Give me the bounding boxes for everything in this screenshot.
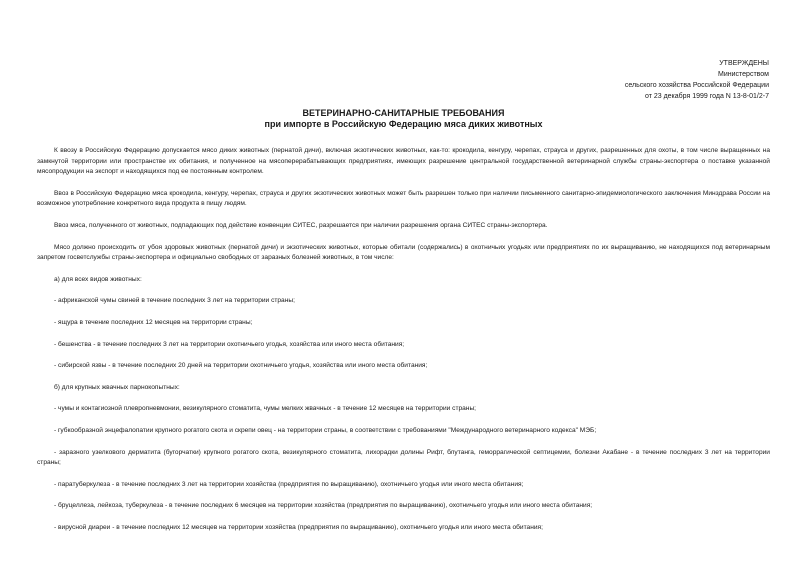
- list-item: - сибирской язвы - в течение последних 20 дней на территории охотничьего угодья, хозяйства или иного места обитания;: [54, 362, 428, 370]
- list-heading: б) для крупных жвачных парнокопытных:: [54, 383, 180, 391]
- approval-stamp: [625, 58, 769, 102]
- approval-line: Министерством: [718, 71, 769, 78]
- list-item: - вирусной диареи - в течение последних 12 месяцев на территории хозяйства (предприятия по выращиванию), охотничьего угодья или иного места обитания;: [54, 523, 543, 531]
- list-item: - бешенства - в течение последних 3 лет на территории охотничьего угодья, хозяйства или иного места обитания;: [54, 340, 405, 348]
- approval-line: УТВЕРЖДЕНЫ: [719, 60, 769, 67]
- approval-line: сельского хозяйства Российской Федерации: [624, 82, 769, 89]
- title-sub: при импорте в Российскую Федерацию мяса диких животных: [264, 119, 543, 129]
- list-item: - паратуберкулеза - в течение последних 3 лет на территории хозяйства (предприятия по выращиванию), охотничьего угодья или иного места обитания;: [54, 480, 524, 488]
- approval-line: от 23 декабря 1999 года N 13-8-01/2-7: [644, 93, 769, 100]
- document-body: [37, 146, 770, 544]
- list-item: - ящура в течение последних 12 месяцев на территории страны;: [54, 318, 253, 326]
- list-item: - чумы и контагиозной плевропневмонии, везикулярного стоматита, чумы мелких жвачных - в течение 12 месяцев на территории страны;: [54, 405, 477, 413]
- list-item: - заразного узелкового дерматита (бугорчатки) крупного рогатого скота, везикулярного стоматита, лихорадки долины Рифт, блутанга, геморрагической септицемии, болезни Акабане - в течение последних 3 лет на территории страны;: [37, 448, 770, 467]
- paragraph: Мясо должно происходить от убоя здоровых животных (пернатой дичи) и экзотических животных, которые обитали (содержались) в охотничьих угодьях или предприятиях по их выращиванию, не находящихся под ветеринарным запретом госветслужбы страны-экспортера и официально свободных от заразных болезней животных, в том числе:: [37, 243, 770, 262]
- list-item: - африканской чумы свиней в течение последних 3 лет на территории страны;: [54, 297, 295, 305]
- paragraph: К ввозу в Российскую Федерацию допускается мясо диких животных (пернатой дичи), включая экзотических животных, как-то: крокодила, кенгуру, черепах, страуса и других, разрешенных для охоты, в том числе выращенных на замкнутой территории или пространстве их обитания, и полученное на мясоперерабатывающих предприятиях, имеющих разрешение центральной государственной ветеринарной службы страны-экспортера о поставке указанной мясопродукции на экспорт и находящихся под ее постоянным контролем.: [37, 147, 770, 176]
- paragraph: Ввоз в Российскую Федерацию мяса крокодила, кенгуру, черепах, страуса и других экзотических животных может быть разрешен только при наличии письменного санитарно-эпидемиологического заключения Минздрава России на возможное употребление конкретного вида продукта в пищу людям.: [37, 189, 770, 208]
- list-heading: а) для всех видов животных:: [54, 275, 142, 283]
- list-item: - бруцеллеза, лейкоза, туберкулеза - в течение последних 6 месяцев на территории хозяйства (предприятия по выращиванию), охотничьего угодья или иного места обитания;: [54, 502, 593, 510]
- title-main: ВЕТЕРИНАРНО-САНИТАРНЫЕ ТРЕБОВАНИЯ: [302, 108, 505, 118]
- paragraph: Ввоз мяса, полученного от животных, подпадающих под действие конвенции СИТЕС, разрешается при наличии разрешения органа СИТЕС страны-экспортера.: [54, 221, 548, 229]
- list-item: - губкообразной энцефалопатии крупного рогатого скота и скрепи овец - на территории страны, в соответствии с требованиями "Международного ветеринарного кодекса" МЭБ;: [54, 426, 597, 434]
- document-title: [0, 108, 807, 130]
